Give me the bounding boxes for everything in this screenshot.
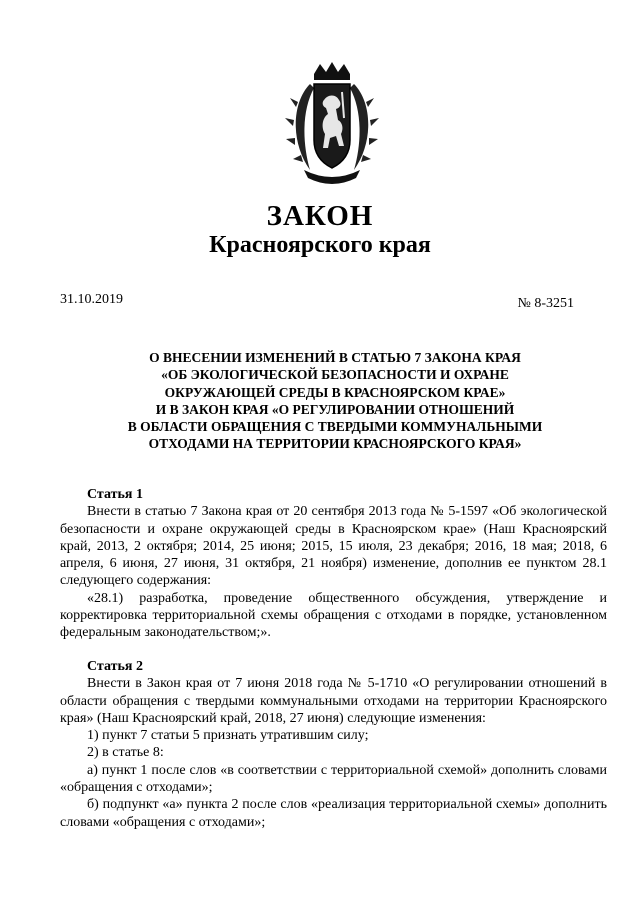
law-date: 31.10.2019 <box>60 292 123 307</box>
article-paragraph: 1) пункт 7 статьи 5 признать утратившим силу; <box>87 728 369 744</box>
coat-of-arms-icon <box>284 62 380 192</box>
law-title-line: ОТХОДАМИ НА ТЕРРИТОРИИ КРАСНОЯРСКОГО КРАЯ» <box>148 436 522 452</box>
law-title-line: В ОБЛАСТИ ОБРАЩЕНИЯ С ТВЕРДЫМИ КОММУНАЛЬНЫМИ <box>127 419 543 435</box>
article-paragraph: Внести в Закон края от 7 июня 2018 года № 5-1710 «О регулировании отношений в области обращения с твердыми коммунальными отходами на территории Красноярского края» (Наш Красноярский край, 2018, 27 июня) следующие изменения: <box>60 676 607 726</box>
article-paragraph: 2) в статье 8: <box>87 745 164 761</box>
article-paragraph: «28.1) разработка, проведение общественного обсуждения, утверждение и корректировка территориальной схемы обращения с отходами в порядке, установленном федеральным законодательством;». <box>60 590 607 641</box>
article-paragraph: а) пункт 1 после слов «в соответствии с территориальной схемой» дополнить словами «обращения с отходами»; <box>60 762 607 796</box>
law-title <box>75 349 595 453</box>
article-1-title: Статья 1 <box>87 487 143 502</box>
issuer-name: Красноярского края <box>209 232 431 258</box>
article-2 <box>60 658 607 831</box>
document-type: ЗАКОН <box>266 200 374 232</box>
law-title-line: И В ЗАКОН КРАЯ «О РЕГУЛИРОВАНИИ ОТНОШЕНИЙ <box>155 401 515 417</box>
article-paragraph: б) подпункт «а» пункта 2 после слов «реализация территориальной схемы» дополнить словами «обращения с отходами»; <box>60 797 607 830</box>
law-title-line: О ВНЕСЕНИИ ИЗМЕНЕНИЙ В СТАТЬЮ 7 ЗАКОНА КРАЯ <box>149 350 521 365</box>
article-1 <box>60 486 607 642</box>
article-2-title: Статья 2 <box>87 659 143 674</box>
law-title-line: ОКРУЖАЮЩЕЙ СРЕДЫ В КРАСНОЯРСКОМ КРАЕ» <box>164 384 506 400</box>
article-paragraph: Внести в статью 7 Закона края от 20 сентября 2013 года № 5-1597 «Об экологической безопасности и охране окружающей среды в Красноярском крае» (Наш Красноярский край, 2013, 2 октября; 2014, 25 июня; 2015, 15 июля, 23 декабря; 2016, 18 мая; 2018, 6 апреля, 6 июня, 27 июня, 31 октября, 21 ноября) изменение, дополнив ее пунктом 28.1 следующего содержания: <box>60 504 607 589</box>
law-number: № 8-3251 <box>517 296 574 311</box>
law-title-line: «ОБ ЭКОЛОГИЧЕСКОЙ БЕЗОПАСНОСТИ И ОХРАНЕ <box>161 367 509 383</box>
